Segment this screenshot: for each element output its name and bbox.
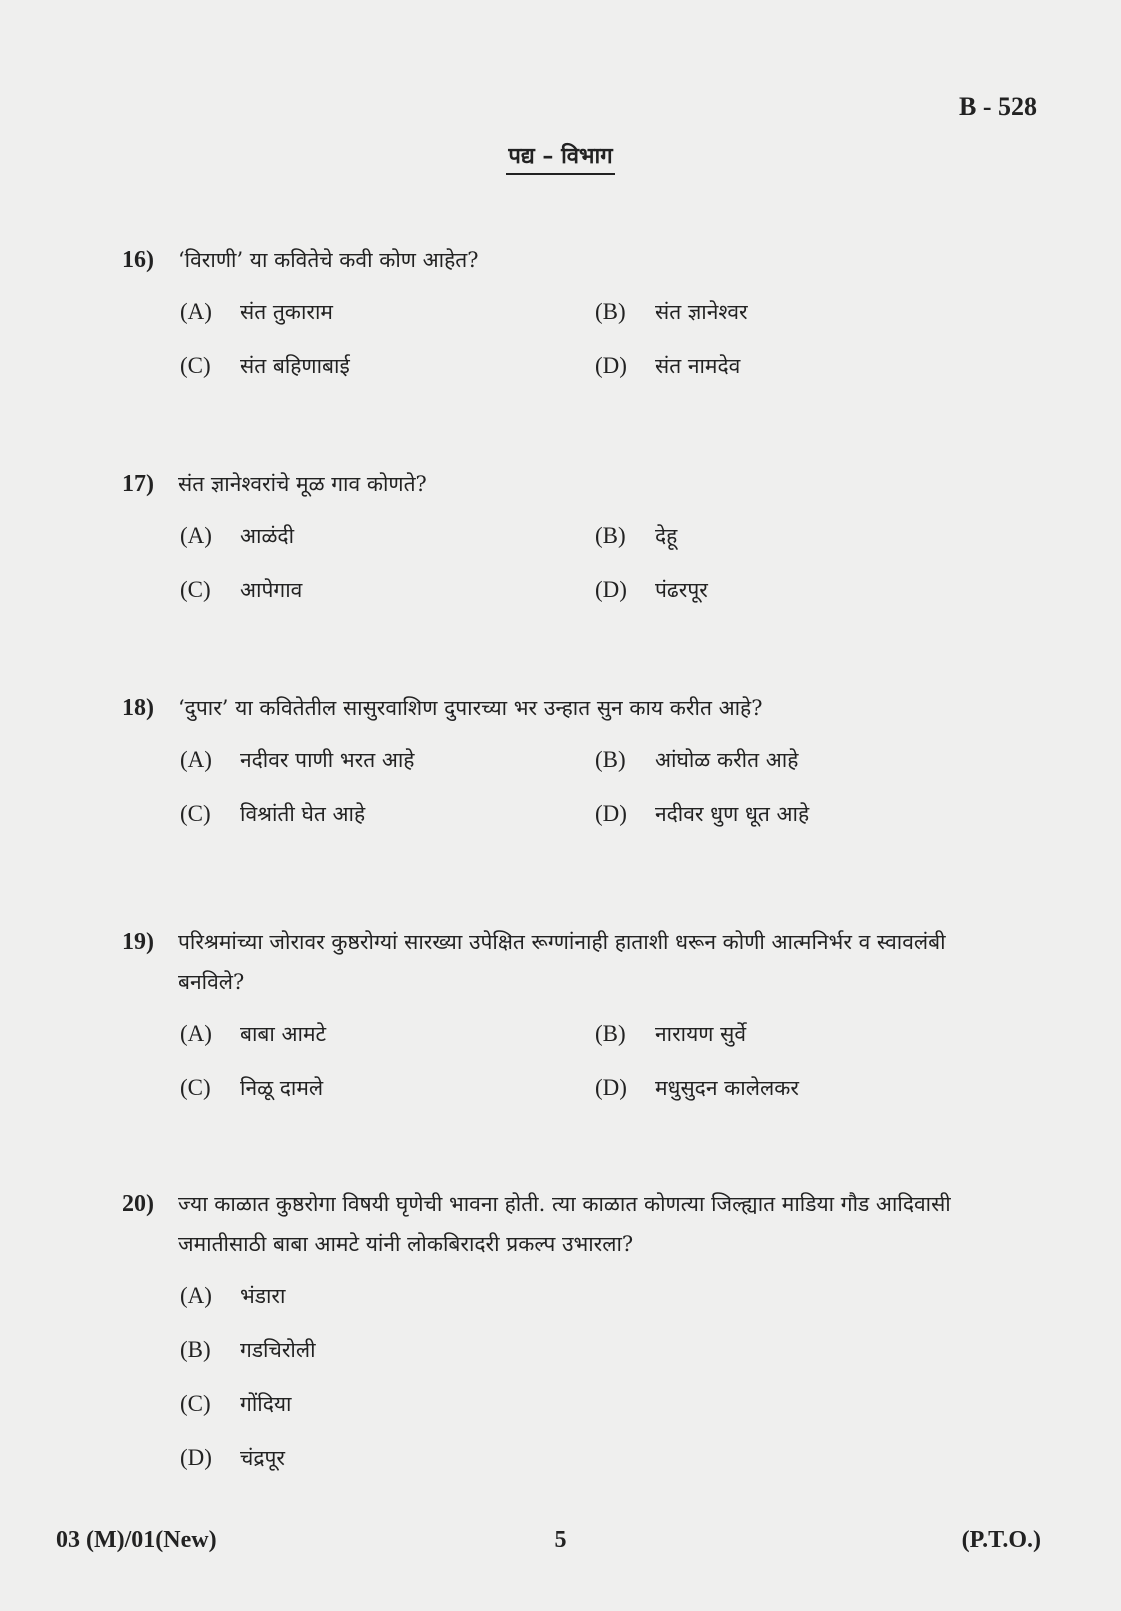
paper-code: B - 528 bbox=[959, 92, 1037, 121]
option-c: (C) विश्रांती घेत आहे bbox=[180, 801, 366, 826]
option-c: (C) आपेगाव bbox=[180, 577, 303, 602]
question-number: 20) bbox=[122, 1191, 154, 1217]
option-d: (D) नदीवर धुण धूत आहे bbox=[595, 801, 810, 826]
option-c: (C) गोंदिया bbox=[180, 1391, 292, 1416]
option-b: (B) नारायण सुर्वे bbox=[595, 1021, 747, 1046]
option-b: (B) आंघोळ करीत आहे bbox=[595, 747, 799, 772]
question-text: ‘दुपार’ या कवितेतील सासुरवाशिण दुपारच्या भर उन्हात सुन काय करीत आहे? bbox=[178, 696, 763, 720]
option-b: (B) देहू bbox=[595, 523, 678, 548]
pto-label: (P.T.O.) bbox=[961, 1527, 1041, 1553]
question-16 bbox=[122, 240, 1002, 386]
option-d: (D) मधुसुदन कालेलकर bbox=[595, 1075, 799, 1100]
option-d: (D) चंद्रपूर bbox=[180, 1445, 286, 1470]
question-number: 16) bbox=[122, 247, 154, 273]
options bbox=[180, 516, 1002, 610]
question-text: परिश्रमांच्या जोरावर कुष्ठरोग्यां सारख्या उपेक्षित रूग्णांनाही हाताशी धरून कोणी आत्मनिर्भर व स्वावलंबी बनविले? bbox=[178, 930, 946, 994]
option-c: (C) संत बहिणाबाई bbox=[180, 353, 350, 378]
question-number: 19) bbox=[122, 929, 154, 955]
question-17 bbox=[122, 464, 1002, 610]
question-number: 18) bbox=[122, 695, 154, 721]
option-a: (A) आळंदी bbox=[180, 523, 295, 548]
options bbox=[180, 1014, 1002, 1108]
options bbox=[180, 292, 1002, 386]
section-title: पद्य – विभाग bbox=[0, 140, 1121, 170]
option-a: (A) संत तुकाराम bbox=[180, 299, 333, 324]
option-a: (A) बाबा आमटे bbox=[180, 1021, 327, 1046]
page-number: 5 bbox=[554, 1527, 567, 1553]
question-text: संत ज्ञानेश्वरांचे मूळ गाव कोणते? bbox=[178, 472, 427, 496]
option-d: (D) संत नामदेव bbox=[595, 353, 741, 378]
options bbox=[180, 740, 1002, 834]
footer-paper-code: 03 (M)/01(New) bbox=[56, 1527, 217, 1553]
option-d: (D) पंढरपूर bbox=[595, 577, 708, 602]
options bbox=[180, 1276, 1002, 1478]
question-18 bbox=[122, 688, 1002, 834]
option-a: (A) भंडारा bbox=[180, 1283, 286, 1308]
option-c: (C) निळू दामले bbox=[180, 1075, 324, 1100]
option-a: (A) नदीवर पाणी भरत आहे bbox=[180, 747, 415, 772]
option-b: (B) संत ज्ञानेश्वर bbox=[595, 299, 748, 324]
question-19 bbox=[122, 922, 1002, 1108]
question-text: ‘विराणी’ या कवितेचे कवी कोण आहेत? bbox=[178, 248, 479, 272]
question-number: 17) bbox=[122, 471, 154, 497]
option-b: (B) गडचिरोली bbox=[180, 1337, 316, 1362]
question-20 bbox=[122, 1184, 1002, 1478]
question-text: ज्या काळात कुष्ठरोगा विषयी घृणेची भावना होती. त्या काळात कोणत्या जिल्ह्यात माडिया गौड आदिवासी जमातीसाठी बाबा आमटे यांनी लोकबिरादरी प्रकल्प उभारला? bbox=[178, 1192, 951, 1256]
